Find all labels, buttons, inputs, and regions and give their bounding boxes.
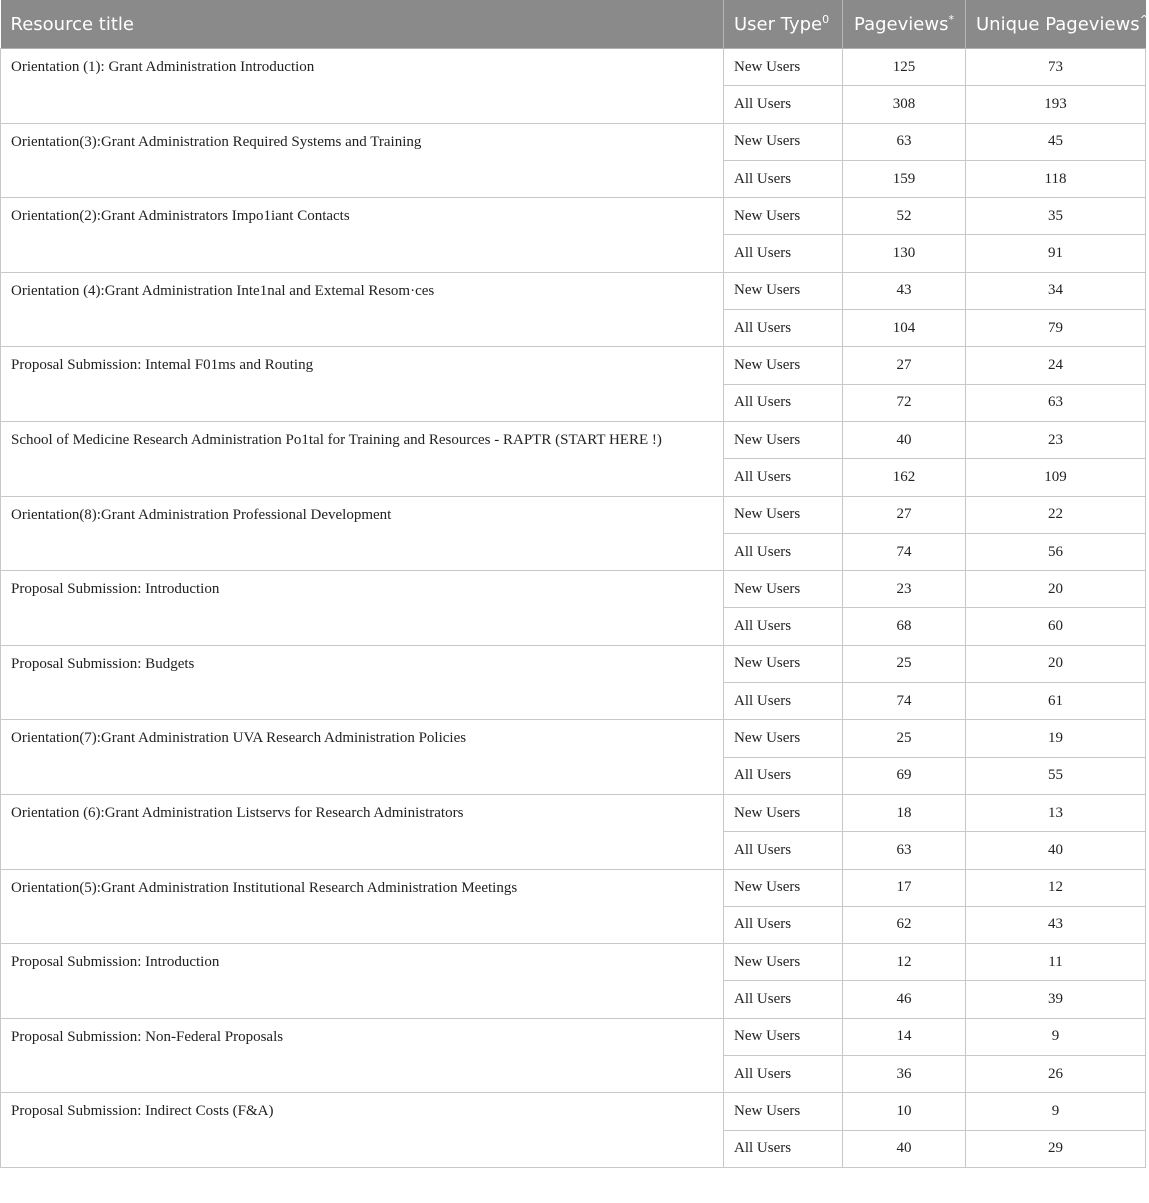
pageviews-cell: 308 bbox=[843, 86, 966, 123]
pageviews-cell: 52 bbox=[843, 198, 966, 235]
resource-title-cell: Orientation (1): Grant Administration Introduction bbox=[1, 49, 724, 124]
user-type-cell: All Users bbox=[724, 533, 843, 570]
unique-pageviews-cell: 13 bbox=[966, 794, 1146, 831]
pageviews-cell: 68 bbox=[843, 608, 966, 645]
user-type-cell: New Users bbox=[724, 347, 843, 384]
unique-pageviews-cell: 45 bbox=[966, 123, 1146, 160]
pageviews-cell: 12 bbox=[843, 944, 966, 981]
resource-title-cell: Orientation(5):Grant Administration Institutional Research Administration Meetings bbox=[1, 869, 724, 944]
header-pageviews-footnote: * bbox=[948, 12, 954, 26]
resource-title-cell: Proposal Submission: Introduction bbox=[1, 944, 724, 1019]
header-resource-title-label: Resource title bbox=[10, 13, 134, 35]
header-pageviews-label: Pageviews bbox=[854, 13, 949, 35]
resource-title-cell: Orientation(7):Grant Administration UVA Research Administration Policies bbox=[1, 720, 724, 795]
user-type-cell: All Users bbox=[724, 310, 843, 347]
pageviews-cell: 18 bbox=[843, 794, 966, 831]
unique-pageviews-cell: 43 bbox=[966, 906, 1146, 943]
table-row bbox=[1, 272, 1146, 309]
unique-pageviews-cell: 193 bbox=[966, 86, 1146, 123]
user-type-cell: New Users bbox=[724, 272, 843, 309]
unique-pageviews-cell: 60 bbox=[966, 608, 1146, 645]
header-user-type bbox=[724, 0, 843, 49]
unique-pageviews-cell: 79 bbox=[966, 310, 1146, 347]
table-row bbox=[1, 123, 1146, 160]
pageviews-cell: 63 bbox=[843, 123, 966, 160]
pageviews-cell: 69 bbox=[843, 757, 966, 794]
user-type-cell: New Users bbox=[724, 869, 843, 906]
unique-pageviews-cell: 23 bbox=[966, 421, 1146, 458]
header-user-type-footnote: 0 bbox=[822, 12, 830, 26]
unique-pageviews-cell: 109 bbox=[966, 459, 1146, 496]
pageviews-cell: 74 bbox=[843, 683, 966, 720]
unique-pageviews-cell: 20 bbox=[966, 645, 1146, 682]
table-row bbox=[1, 49, 1146, 86]
table-row bbox=[1, 421, 1146, 458]
user-type-cell: New Users bbox=[724, 794, 843, 831]
table-row bbox=[1, 571, 1146, 608]
unique-pageviews-cell: 22 bbox=[966, 496, 1146, 533]
unique-pageviews-cell: 12 bbox=[966, 869, 1146, 906]
unique-pageviews-cell: 9 bbox=[966, 1093, 1146, 1130]
unique-pageviews-cell: 118 bbox=[966, 160, 1146, 197]
pageviews-cell: 17 bbox=[843, 869, 966, 906]
header-unique-pageviews bbox=[966, 0, 1149, 49]
header-row bbox=[1, 0, 1146, 49]
user-type-cell: New Users bbox=[724, 720, 843, 757]
header-resource-title bbox=[1, 0, 724, 49]
unique-pageviews-cell: 73 bbox=[966, 49, 1146, 86]
table-body bbox=[1, 49, 1146, 1168]
pageviews-cell: 74 bbox=[843, 533, 966, 570]
pageviews-cell: 36 bbox=[843, 1056, 966, 1093]
unique-pageviews-cell: 26 bbox=[966, 1056, 1146, 1093]
user-type-cell: All Users bbox=[724, 1056, 843, 1093]
unique-pageviews-cell: 35 bbox=[966, 198, 1146, 235]
pageviews-cell: 25 bbox=[843, 720, 966, 757]
pageviews-cell: 130 bbox=[843, 235, 966, 272]
user-type-cell: New Users bbox=[724, 49, 843, 86]
unique-pageviews-cell: 63 bbox=[966, 384, 1146, 421]
table-row bbox=[1, 347, 1146, 384]
user-type-cell: New Users bbox=[724, 571, 843, 608]
user-type-cell: All Users bbox=[724, 608, 843, 645]
pageviews-cell: 40 bbox=[843, 421, 966, 458]
unique-pageviews-cell: 39 bbox=[966, 981, 1146, 1018]
unique-pageviews-cell: 55 bbox=[966, 757, 1146, 794]
unique-pageviews-cell: 20 bbox=[966, 571, 1146, 608]
pageviews-cell: 46 bbox=[843, 981, 966, 1018]
unique-pageviews-cell: 19 bbox=[966, 720, 1146, 757]
user-type-cell: All Users bbox=[724, 384, 843, 421]
pageviews-cell: 63 bbox=[843, 832, 966, 869]
pageviews-cell: 27 bbox=[843, 496, 966, 533]
table-row bbox=[1, 720, 1146, 757]
pageviews-cell: 162 bbox=[843, 459, 966, 496]
user-type-cell: All Users bbox=[724, 235, 843, 272]
table-row bbox=[1, 944, 1146, 981]
resource-title-cell: Proposal Submission: Intemal F01ms and Routing bbox=[1, 347, 724, 422]
table-row bbox=[1, 794, 1146, 831]
unique-pageviews-cell: 56 bbox=[966, 533, 1146, 570]
pageviews-cell: 125 bbox=[843, 49, 966, 86]
pageviews-cell: 104 bbox=[843, 310, 966, 347]
user-type-cell: All Users bbox=[724, 160, 843, 197]
user-type-cell: All Users bbox=[724, 459, 843, 496]
unique-pageviews-cell: 40 bbox=[966, 832, 1146, 869]
table-row bbox=[1, 1093, 1146, 1130]
user-type-cell: All Users bbox=[724, 683, 843, 720]
user-type-cell: All Users bbox=[724, 981, 843, 1018]
header-unique-pageviews-label: Unique Pageviews bbox=[976, 13, 1140, 35]
header-unique-pageviews-footnote: ^ bbox=[1139, 12, 1149, 26]
table-header bbox=[1, 0, 1149, 49]
table-row bbox=[1, 869, 1146, 906]
user-type-cell: New Users bbox=[724, 198, 843, 235]
user-type-cell: New Users bbox=[724, 1093, 843, 1130]
resource-title-cell: School of Medicine Research Administration Po1tal for Training and Resources - RAPTR (START HERE !) bbox=[1, 421, 724, 496]
unique-pageviews-cell: 61 bbox=[966, 683, 1146, 720]
pageviews-cell: 40 bbox=[843, 1130, 966, 1167]
unique-pageviews-cell: 91 bbox=[966, 235, 1146, 272]
resource-title-cell: Orientation(2):Grant Administrators Impo1iant Contacts bbox=[1, 198, 724, 273]
user-type-cell: All Users bbox=[724, 906, 843, 943]
pageviews-cell: 72 bbox=[843, 384, 966, 421]
unique-pageviews-cell: 24 bbox=[966, 347, 1146, 384]
table-row bbox=[1, 198, 1146, 235]
user-type-cell: All Users bbox=[724, 757, 843, 794]
pageviews-cell: 14 bbox=[843, 1018, 966, 1055]
resource-title-cell: Proposal Submission: Introduction bbox=[1, 571, 724, 646]
pageviews-cell: 43 bbox=[843, 272, 966, 309]
resource-title-cell: Proposal Submission: Indirect Costs (F&A) bbox=[1, 1093, 724, 1168]
user-type-cell: New Users bbox=[724, 421, 843, 458]
pageviews-cell: 25 bbox=[843, 645, 966, 682]
pageviews-cell: 159 bbox=[843, 160, 966, 197]
unique-pageviews-cell: 34 bbox=[966, 272, 1146, 309]
unique-pageviews-cell: 9 bbox=[966, 1018, 1146, 1055]
resource-title-cell: Orientation(8):Grant Administration Professional Development bbox=[1, 496, 724, 571]
pageviews-cell: 62 bbox=[843, 906, 966, 943]
user-type-cell: New Users bbox=[724, 496, 843, 533]
pageviews-cell: 27 bbox=[843, 347, 966, 384]
table-row bbox=[1, 1018, 1146, 1055]
unique-pageviews-cell: 11 bbox=[966, 944, 1146, 981]
user-type-cell: New Users bbox=[724, 123, 843, 160]
header-user-type-label: User Type bbox=[734, 13, 823, 35]
resource-title-cell: Proposal Submission: Budgets bbox=[1, 645, 724, 720]
user-type-cell: All Users bbox=[724, 832, 843, 869]
user-type-cell: New Users bbox=[724, 944, 843, 981]
resource-title-cell: Orientation(3):Grant Administration Required Systems and Training bbox=[1, 123, 724, 198]
resource-title-cell: Orientation (4):Grant Administration Inte1nal and Extemal Resom·ces bbox=[1, 272, 724, 347]
user-type-cell: All Users bbox=[724, 1130, 843, 1167]
pageviews-cell: 10 bbox=[843, 1093, 966, 1130]
user-type-cell: New Users bbox=[724, 645, 843, 682]
unique-pageviews-cell: 29 bbox=[966, 1130, 1146, 1167]
header-pageviews bbox=[843, 0, 966, 49]
resource-title-cell: Orientation (6):Grant Administration Listservs for Research Administrators bbox=[1, 794, 724, 869]
table-row bbox=[1, 496, 1146, 533]
pageviews-cell: 23 bbox=[843, 571, 966, 608]
user-type-cell: New Users bbox=[724, 1018, 843, 1055]
table-row bbox=[1, 645, 1146, 682]
resource-title-cell: Proposal Submission: Non-Federal Proposals bbox=[1, 1018, 724, 1093]
user-type-cell: All Users bbox=[724, 86, 843, 123]
